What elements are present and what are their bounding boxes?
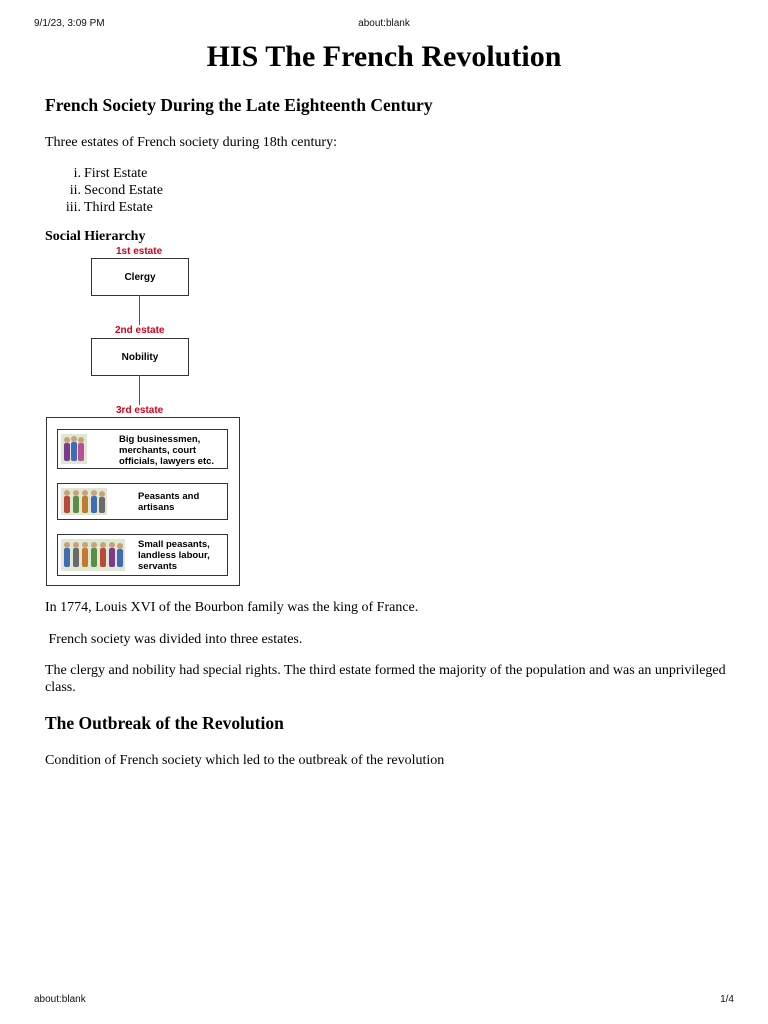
third-estate-group xyxy=(57,534,228,576)
connector-line xyxy=(139,375,140,405)
list-item-label: First Estate xyxy=(84,166,148,181)
group-text-line: Small peasants, xyxy=(138,539,210,550)
people-illustration xyxy=(61,434,87,464)
group-text-line: servants xyxy=(138,561,178,572)
clergy-box: Clergy xyxy=(91,258,189,296)
group-text xyxy=(138,539,210,572)
group-text xyxy=(138,491,199,513)
group-text xyxy=(119,434,214,467)
print-url: about:blank xyxy=(358,18,410,29)
list-item xyxy=(45,165,163,182)
print-datetime: 9/1/23, 3:09 PM xyxy=(34,18,105,29)
group-text-line: officials, lawyers etc. xyxy=(119,456,215,467)
list-number: i. xyxy=(73,166,81,181)
group-text-line: artisans xyxy=(138,502,175,513)
second-estate-label: 2nd estate xyxy=(115,325,165,336)
estates-list xyxy=(45,165,163,216)
people-icon xyxy=(61,434,87,464)
people-icon xyxy=(61,539,125,571)
connector-line xyxy=(139,295,140,325)
third-estate-box xyxy=(46,417,240,586)
people-illustration xyxy=(61,488,107,515)
page-number: 1/4 xyxy=(720,994,734,1005)
estates-intro: Three estates of French society during 18th century: xyxy=(45,135,337,150)
first-estate-label: 1st estate xyxy=(116,246,163,257)
paragraph-three-estates: French society was divided into three estates. xyxy=(45,632,303,647)
list-item xyxy=(45,199,163,216)
list-item-label: Third Estate xyxy=(84,200,153,215)
nobility-box: Nobility xyxy=(91,338,189,376)
group-text-line: Peasants and xyxy=(138,491,200,502)
group-text-line: Big businessmen, xyxy=(119,434,201,445)
list-number: ii. xyxy=(69,183,81,198)
list-number: iii. xyxy=(65,200,81,215)
social-hierarchy-diagram xyxy=(40,244,250,590)
list-item xyxy=(45,182,163,199)
third-estate-group xyxy=(57,483,228,520)
people-illustration xyxy=(61,539,125,571)
section-heading-french-society: French Society During the Late Eighteenth Century xyxy=(45,95,433,115)
social-hierarchy-heading: Social Hierarchy xyxy=(45,229,146,244)
paragraph-louis-xvi: In 1774, Louis XVI of the Bourbon family was the king of France. xyxy=(45,600,419,615)
group-text-line: landless labour, xyxy=(138,550,210,561)
paragraph-special-rights: The clergy and nobility had special rights. The third estate formed the majority of the population and was an unprivileged class. xyxy=(45,663,726,695)
third-estate-label: 3rd estate xyxy=(116,405,164,416)
people-icon xyxy=(61,488,107,515)
footer-url: about:blank xyxy=(34,994,86,1005)
list-item-label: Second Estate xyxy=(84,183,163,198)
page-title: HIS The French Revolution xyxy=(206,40,562,73)
third-estate-group xyxy=(57,429,228,469)
outbreak-intro: Condition of French society which led to the outbreak of the revolution xyxy=(45,753,445,768)
section-heading-outbreak: The Outbreak of the Revolution xyxy=(45,713,284,733)
group-text-line: merchants, court xyxy=(119,445,197,456)
